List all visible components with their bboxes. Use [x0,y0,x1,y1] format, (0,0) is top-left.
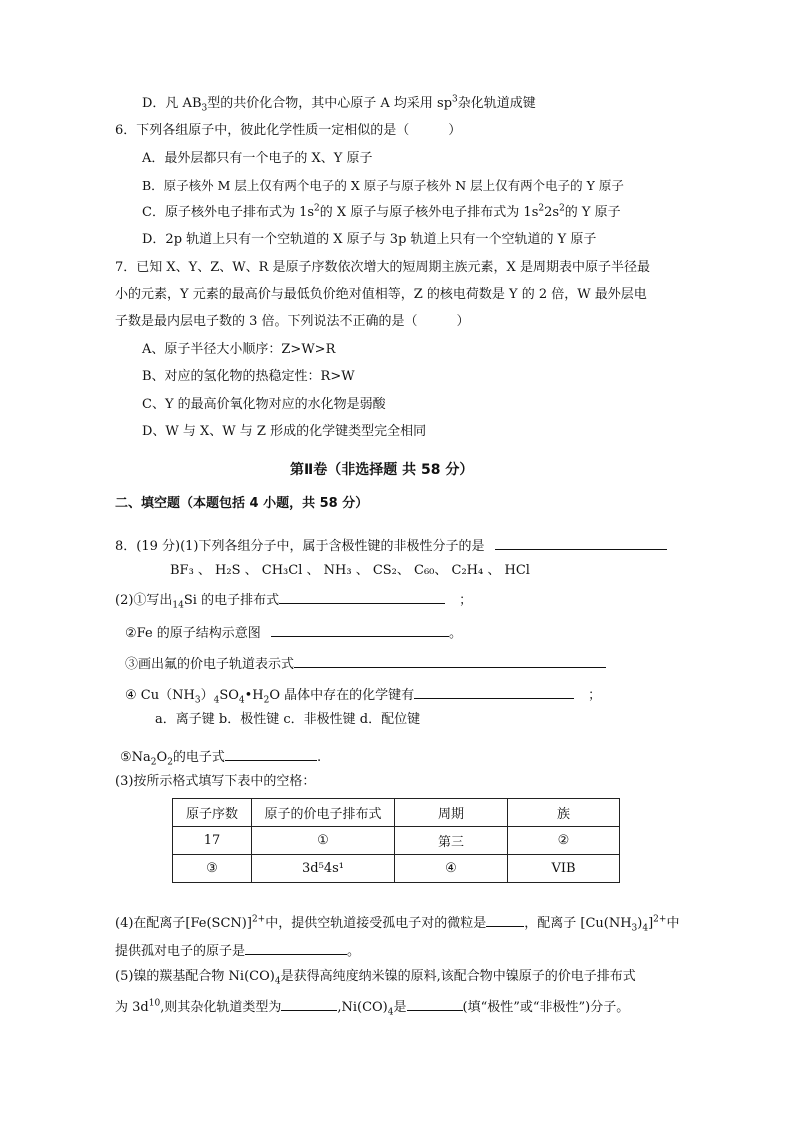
q8-4-post: 中 [666,916,680,931]
table-cell[interactable]: ③ [173,855,252,883]
q7-option-b: B、对应的氢化物的热稳定性：R>W [142,369,355,384]
na2o2-electron-blank[interactable] [225,746,317,761]
q8-2a-post: Si 的电子排布式 [183,593,280,608]
fe-acceptor-blank[interactable] [486,912,524,927]
q6c-mid: 的 X 原子与原子核外电子排布式为 1s [319,205,539,220]
q5d-sup: 3 [452,94,458,105]
q8-2e-s1: 2 [150,757,157,768]
q5-option-d [142,95,536,113]
q6-option-c [142,204,621,222]
q7-stem-line2: 小的元素，Y 元素的最高价与最低负价绝对值相等，Z 的核电荷数是 Y 的 2 倍，W 最外层电 [115,287,647,302]
q8-2b-text: ②Fe 的原子结构示意图 [125,626,261,641]
q5d-text: D．凡 AB [142,96,202,111]
q8-2a-sub: 14 [172,600,184,611]
table-header-row [173,799,620,827]
q8-4-mid3: ) [637,916,643,931]
table-cell[interactable]: ② [508,827,620,855]
q6c-mid2: 2s [544,205,560,220]
valence-table [172,798,620,883]
q8-2a-end: ； [459,593,473,608]
q8-part1-stem [115,535,667,556]
bond-type-blank[interactable] [414,684,574,699]
q5d-text-post: 杂化轨道成键 [457,96,536,111]
section-title: 第Ⅱ卷（非选择题 共 58 分） [290,462,474,478]
table-row [173,827,620,855]
table-header-cell: 族 [508,799,620,827]
q8-2e-mid: O [156,750,168,765]
q8-4-s: 3 [631,923,638,934]
q8-molecule-list: BF₃ 、 H₂S 、 CH₃Cl 、 NH₃ 、 CS₂、 C₆₀、 C₂H₄ 、 HCl [170,563,530,578]
q8-5-s: 4 [274,976,281,987]
polarity-blank[interactable] [407,996,463,1011]
q8-bond-options: a．离子键 b．极性键 c．非极性键 d．配位键 [155,712,421,727]
q8-4-s2: 4 [642,923,649,934]
q8-5l2-mid2: ,Ni(CO) [337,1000,388,1015]
q8-2a-pre: (2)①写出 [115,593,173,608]
q8-part5-line2 [115,996,629,1017]
table-header-cell: 原子的价电子排布式 [252,799,395,827]
q8-part2b [125,622,462,643]
q8-2d-s1: 3 [194,695,201,706]
q8-2d-post: •H [244,688,264,703]
q6-option-a: A．最外层都只有一个电子的 X、Y 原子 [142,151,373,166]
q7-stem-line3: 子数是最内层电子数的 3 倍。下列说法不正确的是（ ） [115,314,470,329]
q8-5l2-s: 4 [387,1007,394,1018]
table-cell: VIB [508,855,620,883]
q8-5l2-mid3: 是 [393,1000,407,1015]
table-header-cell: 周期 [395,799,508,827]
q8-part4-line2 [115,940,360,961]
q6-stem: 6．下列各组原子中，彼此化学性质一定相似的是（ ） [115,123,462,138]
q8-4-sup: 2+ [251,914,266,925]
q7-option-d: D、W 与 X、W 与 Z 形成的化学键类型完全相同 [142,424,427,439]
q6c-sup3: 2 [559,203,565,214]
q6-option-d: D．2p 轨道上只有一个空轨道的 X 原子与 3p 轨道上只有一个空轨道的 Y 原子 [142,232,597,247]
q8-4-mid2: ，配离子 [Cu(NH [524,916,632,931]
q8-part2d [125,684,601,705]
cu-donor-blank[interactable] [245,940,347,955]
q8-2c-text: ③画出氟的价电子轨道表示式 [125,657,295,672]
q7-option-a: A、原子半径大小顺序：Z>W>R [142,342,336,357]
q7-stem-line1: 7．已知 X、Y、Z、W、R 是原子序数依次增大的短周期主族元素，X 是周期表中原子半径最 [115,260,650,275]
q6c-sup2: 2 [538,203,545,214]
q8-4-sup2: 2+ [653,914,667,925]
q8-part1-answer-blank[interactable] [495,535,667,550]
table-cell[interactable]: ① [252,827,395,855]
q5d-sub: 3 [201,103,208,114]
q8-part2e [120,746,321,767]
q8-4-l2: 提供孤对电子的原子是 [115,944,246,959]
q8-2e-end: . [316,750,322,765]
q8-2d-mid2: SO [219,688,239,703]
q8-part3-stem: (3)按所示格式填写下表中的空格： [115,774,316,789]
table-cell: 17 [173,827,252,855]
q7-option-c: C、Y 的最高价氧化物对应的水化物是弱酸 [142,397,386,412]
q8-4-l2-end: 。 [347,944,361,959]
q8-5l2-sup: 10 [148,998,161,1009]
q8-2e-pre: ⑤Na [120,750,151,765]
q6-option-b: B．原子核外 M 层上仅有两个电子的 X 原子与原子核外 N 层上仅有两个电子的 Y 原子 [142,178,624,193]
q8-part1-text: 8．(19 分)(1)下列各组分子中，属于含极性键的非极性分子的是 [115,539,485,554]
q8-part2c [125,653,606,674]
q8-2d-post2: O 晶体中存在的化学键有 [269,688,415,703]
si-config-blank[interactable] [279,589,445,604]
q8-part5-line1 [115,968,636,986]
q8-2b-end: 。 [448,626,462,641]
q8-5l2-mid: ,则其杂化轨道类型为 [160,1000,282,1015]
q8-5-pre: (5)镍的羰基配合物 Ni(CO) [115,969,275,984]
q6c-post: 的 Y 原子 [564,205,621,220]
q8-2d-s3: 4 [238,695,245,706]
fe-diagram-blank[interactable] [271,622,449,637]
q8-part2a [115,589,472,610]
q6c-sup1: 2 [314,203,320,214]
q8-2d-end: ； [588,688,602,703]
q5d-text-mid: 型的共价化合物，其中心原子 A 均采用 sp [207,96,453,111]
table-cell: 3d⁵4s¹ [252,855,395,883]
table-cell: 第三 [395,827,508,855]
table-header-cell: 原子序数 [173,799,252,827]
q8-part4-line1 [115,912,679,933]
q8-4-bracket: ] [648,916,654,931]
q8-2e-s2: 2 [167,757,173,768]
q8-2d-s4: 2 [263,695,270,706]
q8-2d-pre: ④ Cu（NH [125,688,195,703]
table-cell[interactable]: ④ [395,855,508,883]
q8-4-pre: (4)在配离子[Fe(SCN)] [115,916,252,931]
q8-2d-mid: ） [200,688,214,703]
q8-5l2-post: (填“极性”或“非极性”)分子。 [462,1000,630,1015]
q8-4-mid: 中，提供空轨道接受孤电子对的微粒是 [265,916,487,931]
section-subtitle: 二、填空题（本题包括 4 小题，共 58 分） [115,496,369,511]
hybridization-blank[interactable] [281,996,337,1011]
q8-5-post: 是获得高纯度纳米镍的原料,该配合物中镍原子的价电子排布式 [280,969,636,984]
fluorine-orbital-blank[interactable] [294,653,606,668]
q6c-pre: C．原子核外电子排布式为 1s [142,205,315,220]
q8-2d-s2: 4 [213,695,220,706]
q8-5l2-pre: 为 3d [115,1000,149,1015]
table-row [173,855,620,883]
q8-2e-post: 的电子式 [172,750,225,765]
